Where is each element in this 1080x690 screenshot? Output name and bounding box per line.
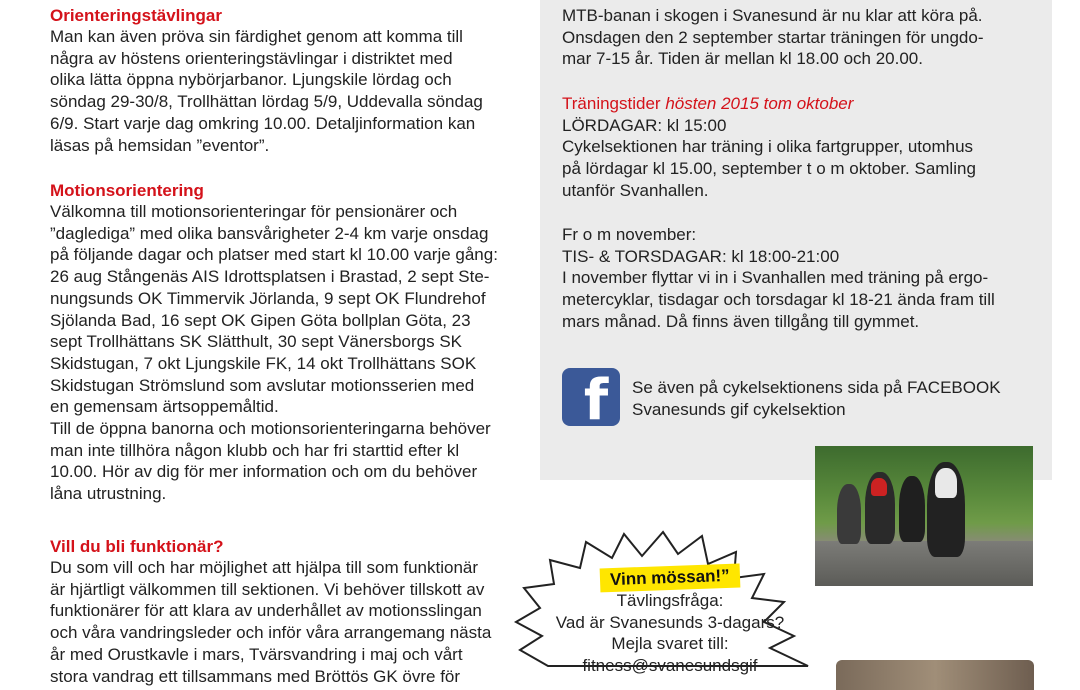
text-line: på lördagar kl 15.00, september t o m oktober. Samling bbox=[562, 159, 976, 179]
text-line: är hjärtligt välkommen till sektionen. Vi behöver tillskott av bbox=[50, 579, 485, 599]
text-line: man inte tillhöra någon klubb och har fri starttid efter kl bbox=[50, 440, 460, 460]
photo-rider bbox=[935, 468, 957, 498]
contest-email[interactable]: fitness@svanesundsgif bbox=[582, 655, 758, 675]
text-line: 10.00. Hör av dig för mer information och om du behöver bbox=[50, 462, 478, 482]
text-line: Svanesunds gif cykelsektion bbox=[632, 399, 846, 419]
text-line: 6/9. Start varje dag omkring 10.00. Detaljinformation kan bbox=[50, 113, 476, 133]
photo-rider bbox=[899, 476, 925, 542]
training-period: hösten 2015 tom oktober bbox=[665, 94, 854, 113]
contest-box bbox=[540, 566, 800, 676]
text-line: Se även på cykelsektionens sida på FACEBOOK bbox=[632, 378, 1001, 397]
text-line: metercyklar, tisdagar och torsdagar kl 18-21 ända fram till bbox=[562, 290, 995, 310]
contest-badge: Vinn mössan!” bbox=[600, 564, 740, 593]
section-motionsorientering bbox=[50, 180, 498, 505]
motion-paragraph bbox=[50, 201, 498, 505]
text-line: Cykelsektionen har träning i olika fartgrupper, utomhus bbox=[562, 137, 974, 157]
text-line: några av höstens orienteringstävlingar i distriktet med bbox=[50, 48, 453, 68]
weekday-label: TIS- & TORSDAGAR: kl 18:00-21:00 bbox=[562, 246, 840, 266]
text-line: mar 7-15 år. Tiden är mellan kl 18.00 och 20.00. bbox=[562, 49, 923, 69]
text-line: nungsunds OK Timmervik Jörlanda, 9 sept OK Flundrehof bbox=[50, 288, 486, 308]
heading-orienteringstavlingar: Orienteringstävlingar bbox=[50, 6, 222, 25]
text-line: söndag 29-30/8, Trollhättan lördag 5/9, Uddevalla söndag bbox=[50, 92, 483, 112]
text-line: ”daglediga” med olika bansvårigheter 2-4 km varje onsdag bbox=[50, 223, 489, 243]
facebook-icon[interactable]: f bbox=[562, 368, 620, 426]
text-line: en gemensam ärtsoppemåltid. bbox=[50, 397, 279, 417]
text-line: 26 aug Stångenäs AIS Idrottsplatsen i Brastad, 2 sept Ste- bbox=[50, 267, 490, 287]
section-funktionar bbox=[50, 536, 491, 687]
contest-line: Tävlingsfråga: bbox=[616, 591, 724, 610]
text-line: stora vandrag ett tillsammans med Bröttös GK övre för bbox=[50, 666, 461, 686]
text-line: Man kan även pröva sin färdighet genom att komma till bbox=[50, 27, 463, 46]
photo-road bbox=[815, 541, 1033, 586]
text-line: sept Trollhättans SK Slätthult, 30 sept Vänersborgs SK bbox=[50, 332, 463, 352]
november-section bbox=[562, 224, 1032, 333]
training-heading bbox=[562, 93, 1032, 115]
heading-motionsorientering: Motionsorientering bbox=[50, 181, 204, 200]
training-label: Träningstider bbox=[562, 94, 661, 113]
text-line: Skidstugan Strömslund som avslutar motionsserien med bbox=[50, 375, 475, 395]
text-line: Skidstugan, 7 okt Ljungskile FK, 14 okt Trollhättans SOK bbox=[50, 353, 477, 373]
text-line: Till de öppna banorna och motionsorienteringarna behöver bbox=[50, 419, 491, 439]
text-line: Sjölanda Bad, 16 sept OK Gipen Göta bollplan Göta, 23 bbox=[50, 310, 471, 330]
contest-line: Vad är Svanesunds 3-dagars? bbox=[555, 612, 785, 632]
saturday-label: LÖRDAGAR: kl 15:00 bbox=[562, 115, 727, 135]
func-paragraph bbox=[50, 557, 491, 687]
contest-line: Mejla svaret till: bbox=[611, 634, 729, 653]
photo-rider bbox=[837, 484, 861, 544]
text-line: Välkomna till motionsorienteringar för pensionärer och bbox=[50, 202, 458, 221]
text-line: MTB-banan i skogen i Svanesund är nu klar att köra på. bbox=[562, 6, 983, 25]
cyclists-photo bbox=[815, 446, 1033, 586]
section-orienteringstavlingar bbox=[50, 5, 483, 156]
photo-rider bbox=[871, 478, 887, 496]
text-line: Du som vill och har möjlighet att hjälpa till som funktionär bbox=[50, 558, 479, 577]
text-line: läsas på hemsidan ”eventor”. bbox=[50, 135, 270, 155]
mtb-paragraph bbox=[562, 5, 1032, 70]
orient-paragraph bbox=[50, 26, 483, 156]
text-line: funktionärer för att klara av underhållet av motionsslingan bbox=[50, 601, 482, 621]
text-line: mars månad. Då finns även tillgång till gymmet. bbox=[562, 311, 920, 331]
text-line: Onsdagen den 2 september startar träningen för ungdo- bbox=[562, 27, 984, 47]
text-line: och våra vandringsleder och inför våra arrangemang nästa bbox=[50, 623, 492, 643]
heading-funktionar: Vill du bli funktionär? bbox=[50, 537, 224, 556]
text-line: år med Orustkavle i mars, Tvärsvandring i maj och vårt bbox=[50, 644, 463, 664]
text-line: låna utrustning. bbox=[50, 484, 167, 504]
november-intro: Fr o m november: bbox=[562, 225, 697, 244]
text-line: olika lätta öppna nybörjarbanor. Ljungskile lördag och bbox=[50, 70, 452, 90]
text-line: på följande dagar och platser med start kl 10.00 varje gång: bbox=[50, 245, 498, 265]
training-section bbox=[562, 93, 1032, 202]
second-photo bbox=[836, 660, 1034, 690]
text-line: utanför Svanhallen. bbox=[562, 180, 709, 200]
text-line: I november flyttar vi in i Svanhallen med träning på ergo- bbox=[562, 268, 989, 288]
facebook-text bbox=[632, 377, 1001, 420]
